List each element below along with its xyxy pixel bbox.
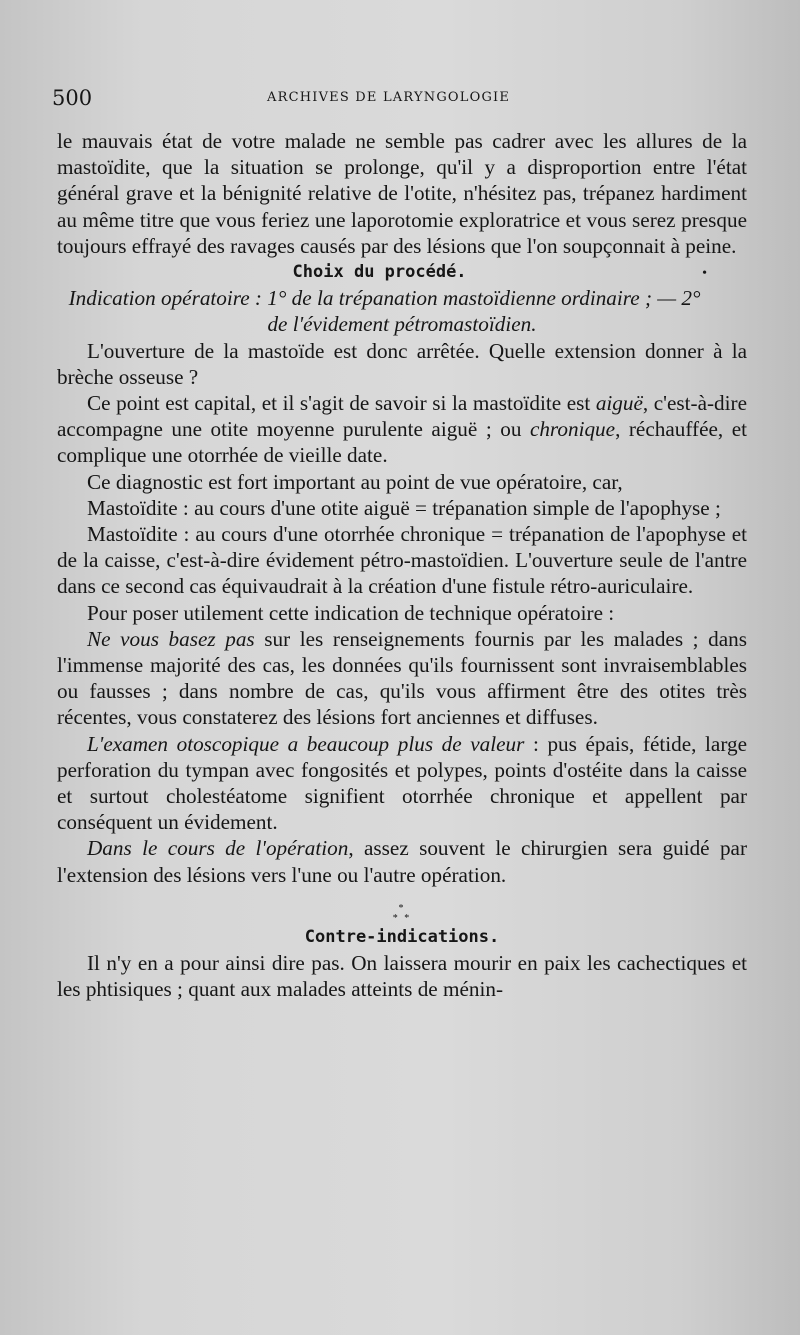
paragraph: Ne vous basez pas sur les renseignements fournis par les malades ; dans l'immense majorité des cas, les données qu'ils fournissent sont invraisemblables ou fausses ; dans nombre de cas, qu'ils vous affirment être des otites très récentes, vous constaterez des lésions fort anciennes et diffuses. <box>57 626 747 730</box>
paragraph: Il n'y en a pour ainsi dire pas. On laissera mourir en paix les cachectiques et les phtisiques ; quant aux malades atteints de ménin- <box>57 951 747 1002</box>
page-header <box>52 86 742 112</box>
page-body <box>57 128 747 1003</box>
dot-mark: • <box>702 266 707 282</box>
running-title: ARCHIVES DE LARYNGOLOGIE <box>267 90 511 105</box>
emphasis: Dans le cours de l'opération <box>87 836 349 861</box>
emphasis: Ne vous basez pas <box>87 626 255 651</box>
section-heading-choix: Choix du procédé. <box>292 262 467 283</box>
emphasis: chronique <box>529 417 616 442</box>
paragraph: Mastoïdite : au cours d'une otite aiguë = trépanation simple de l'apophyse ; <box>87 495 721 520</box>
paragraph: L'examen otoscopique a beaucoup plus de valeur : pus épais, fétide, large perforation du tympan avec fongosités et polypes, points d'ostéite dans la caisse et surtout cholestéatome signifient otorrhée chronique et appellent par conséquent un évidement. <box>57 731 747 835</box>
paragraph: Dans le cours de l'opération, assez souvent le chirurgien sera guidé par l'extension des lésions vers l'une ou l'autre opération. <box>57 836 747 887</box>
section-heading-contre-indications: Contre-indications. <box>304 926 500 947</box>
asterism-separator <box>57 904 747 924</box>
paragraph: Mastoïdite : au cours d'une otorrhée chronique = trépanation de l'apophyse et de la caisse, c'est-à-dire évidement pétro-mastoïdien. L'ouverture seule de l'antre dans ce second cas équivaudrait à la création d'une fistule rétro-auriculaire. <box>57 522 747 599</box>
indication-line: Indication opératoire : 1° de la trépanation mastoïdienne ordinaire ; — 2° de l'évidement pétromastoïdien. <box>68 286 701 337</box>
paragraph: Pour poser utilement cette indication de technique opératoire : <box>87 600 615 625</box>
asterism-top: * <box>398 902 406 914</box>
paragraph: Ce diagnostic est fort important au point de vue opératoire, car, <box>87 469 623 494</box>
paragraph: L'ouverture de la mastoïde est donc arrêtée. Quelle extension donner à la brèche osseuse ? <box>57 338 747 389</box>
page-number: 500 <box>52 86 93 110</box>
paragraph: Ce point est capital, et il s'agit de savoir si la mastoïdite est aiguë, c'est-à-dire accompagne une otite moyenne purulente aiguë ; ou chronique, réchauffée, et complique une otorrhée de vieille date. <box>57 391 747 468</box>
intro-paragraph: le mauvais état de votre malade ne semble pas cadrer avec les allures de la mastoïdite, que la situation se prolonge, qu'il y a disproportion entre l'état général grave et la bénignité relative de l'otite, n'hésitez pas, trépanez hardiment au même titre que vous feriez une laporotomie exploratrice et vous serez presque toujours effrayé des ravages causés par des lésions que l'on soupçonnait à peine. • <box>57 128 747 259</box>
emphasis: L'examen otoscopique a beaucoup plus de valeur <box>87 731 525 756</box>
asterism-bottom: * * <box>392 912 412 924</box>
emphasis: aiguë <box>595 391 643 416</box>
